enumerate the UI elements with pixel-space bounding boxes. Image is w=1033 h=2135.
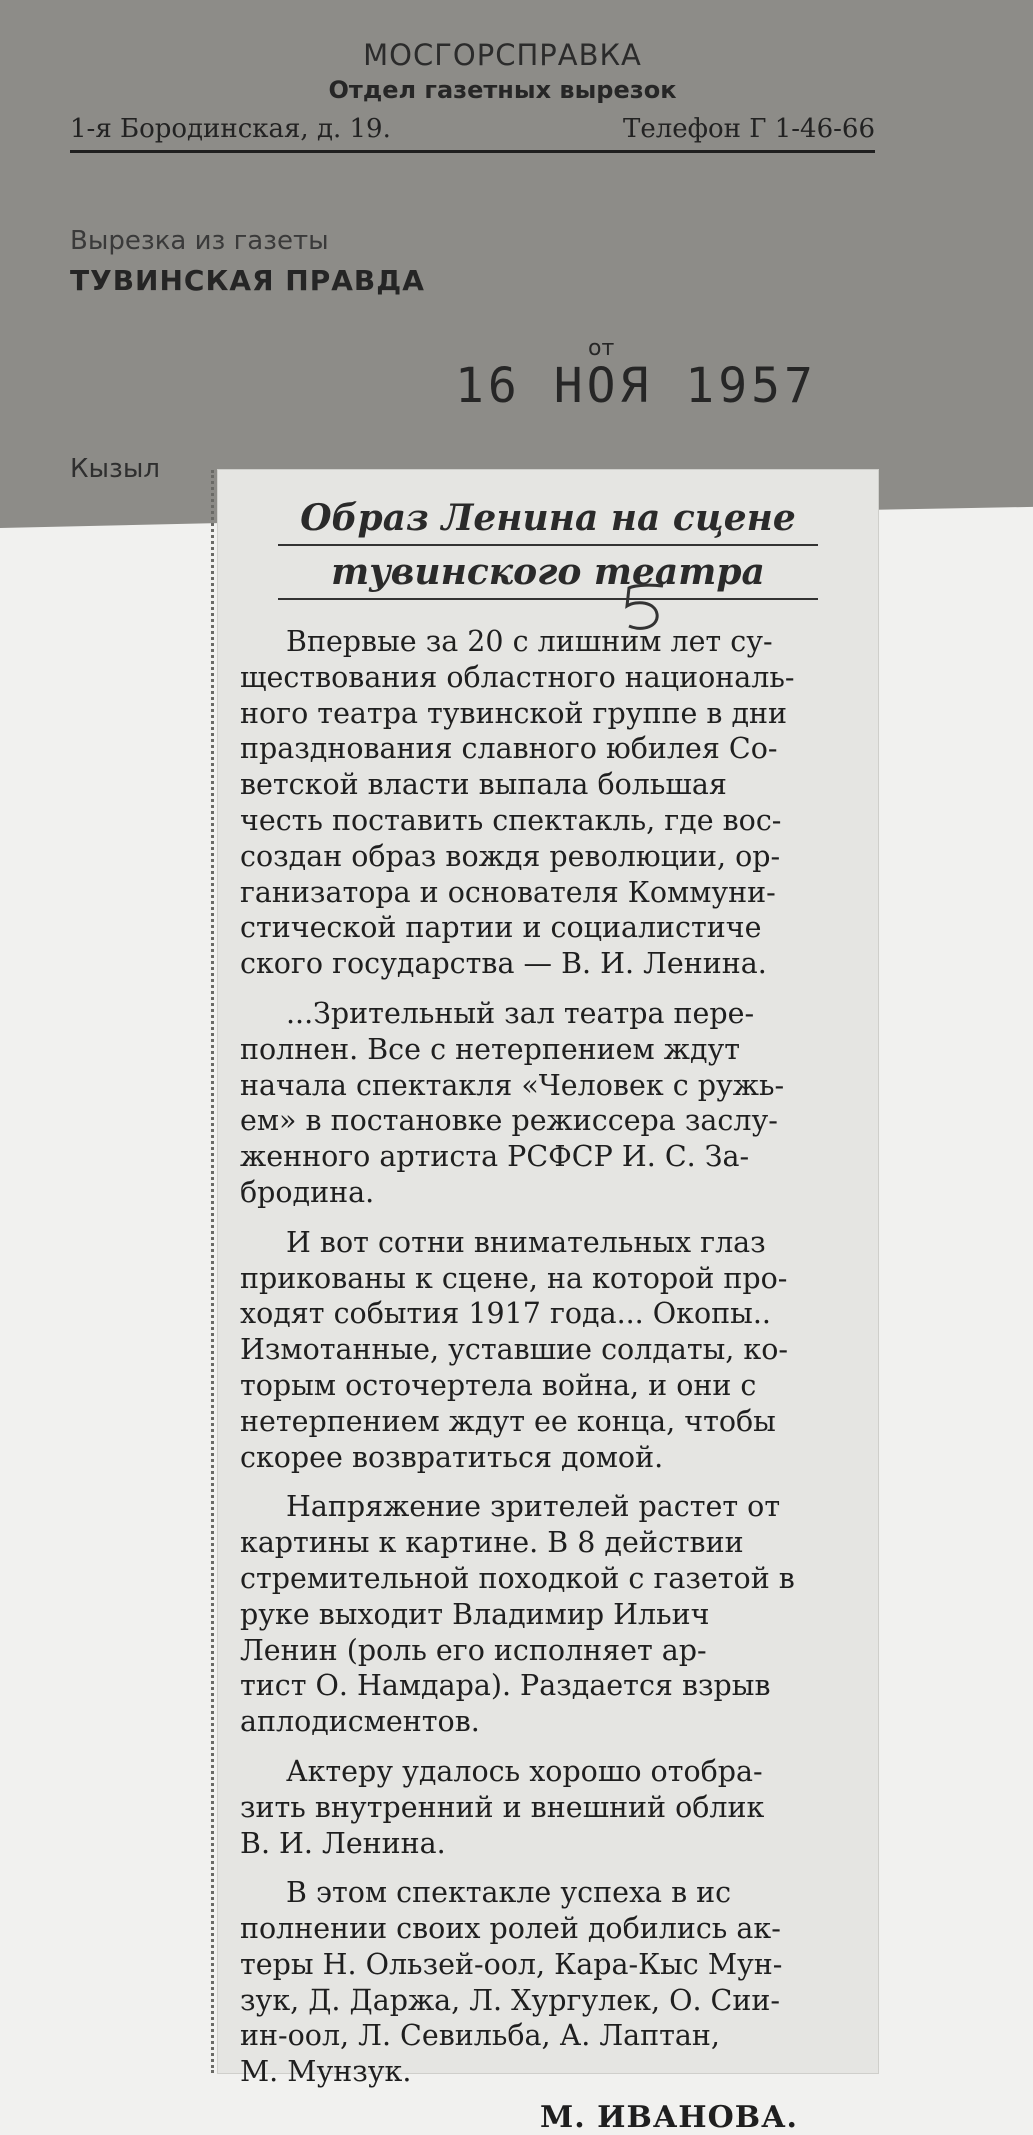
article-line: Измотанные, уставшие солдаты, ко- bbox=[240, 1333, 789, 1367]
article-paragraph bbox=[240, 1754, 856, 1861]
article-line: В. И. Ленина. bbox=[240, 1826, 446, 1860]
agency-header bbox=[70, 38, 875, 153]
article-line: ин-оол, Л. Севильба, А. Лаптан, bbox=[240, 2019, 720, 2053]
article-line: ...Зрительный зал театра пере- bbox=[286, 996, 755, 1030]
article-paragraph bbox=[240, 996, 856, 1211]
article-line: Напряжение зрителей растет от bbox=[286, 1490, 781, 1524]
article-line: ем» в постановке режиссера заслу- bbox=[240, 1104, 778, 1138]
article-line: честь поставить спектакль, где вос- bbox=[240, 803, 782, 837]
article-line: женного артиста РСФСР И. С. За- bbox=[240, 1140, 750, 1174]
article-signature: М. ИВАНОВА. bbox=[540, 2100, 798, 2135]
article-paragraph bbox=[240, 1875, 856, 2090]
article-paragraph bbox=[240, 1489, 856, 1740]
article-line: создан образ вождя революции, ор- bbox=[240, 839, 781, 873]
date-stamp bbox=[455, 336, 817, 414]
newspaper-name: ТУВИНСКАЯ ПРАВДА bbox=[70, 264, 425, 297]
article-line: зук, Д. Даржа, Л. Хургулек, О. Сии- bbox=[240, 1983, 780, 2017]
department-name: Отдел газетных вырезок bbox=[328, 76, 677, 104]
article-line: картины к картине. В 8 действии bbox=[240, 1526, 744, 1560]
article-line: полнен. Все с нетерпением ждут bbox=[240, 1032, 741, 1066]
agency-phone: Телефон Г 1-46-66 bbox=[623, 114, 875, 144]
article-line: тист О. Намдара). Раздается взрыв bbox=[240, 1669, 771, 1703]
article-line: прикованы к сцене, на которой про- bbox=[240, 1261, 788, 1295]
article-line: полнении своих ролей добились ак- bbox=[240, 1912, 781, 1946]
article-line: Актеру удалось хорошо отобра- bbox=[286, 1754, 763, 1788]
article-line: бродина. bbox=[240, 1175, 375, 1209]
article-line: нетерпением ждут ее конца, чтобы bbox=[240, 1404, 776, 1438]
article-title bbox=[218, 470, 878, 600]
article-line: зить внутренний и внешний облик bbox=[240, 1790, 765, 1824]
clip-from-label: Вырезка из газеты bbox=[70, 226, 329, 256]
article-line: теры Н. Ользей-оол, Кара-Кыс Мун- bbox=[240, 1947, 783, 1981]
newspaper-clipping bbox=[218, 470, 878, 2135]
date-stamp-value: 16 НОЯ 1957 bbox=[455, 358, 817, 414]
city-label: Кызыл bbox=[70, 454, 160, 484]
pencil-mark-icon bbox=[615, 580, 675, 636]
article-line: Ленин (роль его исполняет ар- bbox=[240, 1633, 707, 1667]
article-line: стической партии и социалистиче bbox=[240, 911, 762, 945]
article-line: ного театра тувинской группе в дни bbox=[240, 696, 788, 730]
article-paragraph bbox=[240, 624, 856, 982]
article-line: скорее возвратиться домой. bbox=[240, 1440, 664, 1474]
article-paragraph bbox=[240, 1225, 856, 1476]
article-body bbox=[218, 600, 878, 2090]
article-line: стремительной походкой с газетой в bbox=[240, 1561, 795, 1595]
article-line: начала спектакля «Человек с ружь- bbox=[240, 1068, 785, 1102]
article-line: ского государства — В. И. Ленина. bbox=[240, 947, 767, 981]
article-line: руке выходит Владимир Ильич bbox=[240, 1597, 710, 1631]
date-prefix: от bbox=[588, 336, 615, 361]
article-line: празднования славного юбилея Со- bbox=[240, 732, 778, 766]
article-line: ществования областного националь- bbox=[240, 660, 795, 694]
article-line: аплодисментов. bbox=[240, 1705, 480, 1739]
article-line: ганизатора и основателя Коммуни- bbox=[240, 875, 776, 909]
agency-name: МОСГОРСПРАВКА bbox=[363, 38, 642, 72]
article-line: ветской власти выпала большая bbox=[240, 768, 727, 802]
article-line: ходят события 1917 года... Окопы.. bbox=[240, 1297, 771, 1331]
contact-row bbox=[70, 110, 875, 153]
agency-address: 1-я Бородинская, д. 19. bbox=[70, 114, 391, 144]
article-line: Впервые за 20 с лишним лет су- bbox=[286, 625, 773, 658]
article-line: торым осточертела война, и они с bbox=[240, 1368, 757, 1402]
article-line: И вот сотни внимательных глаз bbox=[286, 1225, 766, 1259]
article-title-line-1: Образ Ленина на сцене bbox=[278, 492, 818, 546]
article-title-line-2: тувинского театра bbox=[278, 546, 818, 600]
article-line: М. Мунзук. bbox=[240, 2055, 412, 2089]
article-line: В этом спектакле успеха в ис bbox=[286, 1876, 732, 1910]
